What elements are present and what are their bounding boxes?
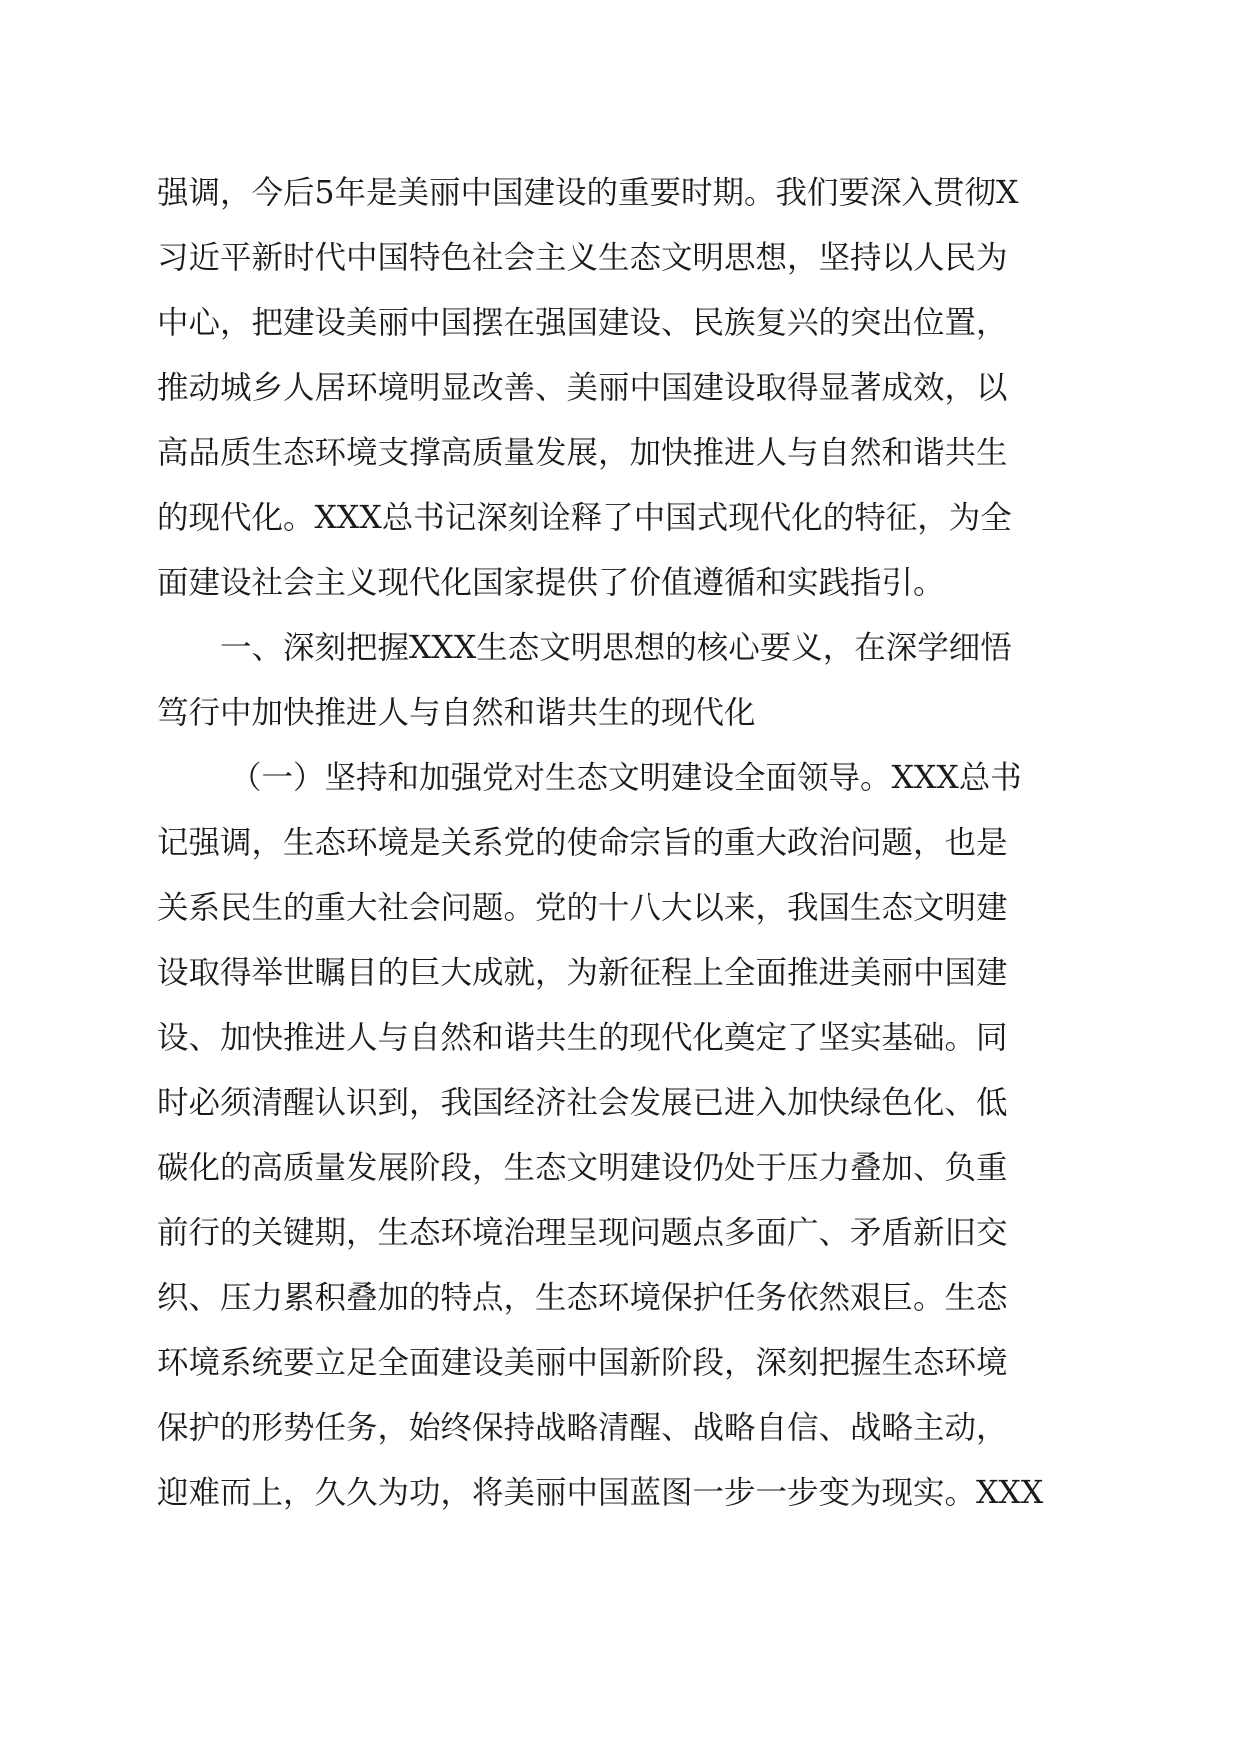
text-line: 环境系统要立足全面建设美丽中国新阶段，深刻把握生态环境 xyxy=(157,1345,1008,1381)
text-line: 推动城乡人居环境明显改善、美丽中国建设取得显著成效，以 xyxy=(157,370,1008,406)
text-line: 的现代化。XXX总书记深刻诠释了中国式现代化的特征，为全 xyxy=(157,500,1012,536)
text-line: 前行的关键期，生态环境治理呈现问题点多面广、矛盾新旧交 xyxy=(157,1215,1008,1251)
text-line: 习近平新时代中国特色社会主义生态文明思想，坚持以人民为 xyxy=(157,240,1008,276)
text-line: 面建设社会主义现代化国家提供了价值遵循和实践指引。 xyxy=(157,565,945,601)
text-line: 设取得举世瞩目的巨大成就，为新征程上全面推进美丽中国建 xyxy=(157,955,1008,991)
text-line: 高品质生态环境支撑高质量发展，加快推进人与自然和谐共生 xyxy=(157,435,1008,471)
subsection-heading-line: （一）坚持和加强党对生态文明建设全面领导。XXX总书 xyxy=(230,760,1022,796)
text-line: 中心，把建设美丽中国摆在强国建设、民族复兴的突出位置， xyxy=(157,305,1008,341)
text-line: 设、加快推进人与自然和谐共生的现代化奠定了坚实基础。同 xyxy=(157,1020,1008,1056)
text-line: 关系民生的重大社会问题。党的十八大以来，我国生态文明建 xyxy=(157,890,1008,926)
text-line: 记强调，生态环境是关系党的使命宗旨的重大政治问题，也是 xyxy=(157,825,1008,861)
text-line: 碳化的高质量发展阶段，生态文明建设仍处于压力叠加、负重 xyxy=(157,1150,1008,1186)
text-line: 保护的形势任务，始终保持战略清醒、战略自信、战略主动， xyxy=(157,1410,1008,1446)
section-heading-line: 笃行中加快推进人与自然和谐共生的现代化 xyxy=(157,695,756,731)
text-line: 强调，今后5年是美丽中国建设的重要时期。我们要深入贯彻X xyxy=(157,175,1019,211)
text-line: 时必须清醒认识到，我国经济社会发展已进入加快绿色化、低 xyxy=(157,1085,1008,1121)
text-line: 织、压力累积叠加的特点，生态环境保护任务依然艰巨。生态 xyxy=(157,1280,1008,1316)
section-heading-line: 一、深刻把握XXX生态文明思想的核心要义，在深学细悟 xyxy=(220,630,1012,666)
text-line: 迎难而上，久久为功，将美丽中国蓝图一步一步变为现实。XXX xyxy=(157,1475,1044,1511)
